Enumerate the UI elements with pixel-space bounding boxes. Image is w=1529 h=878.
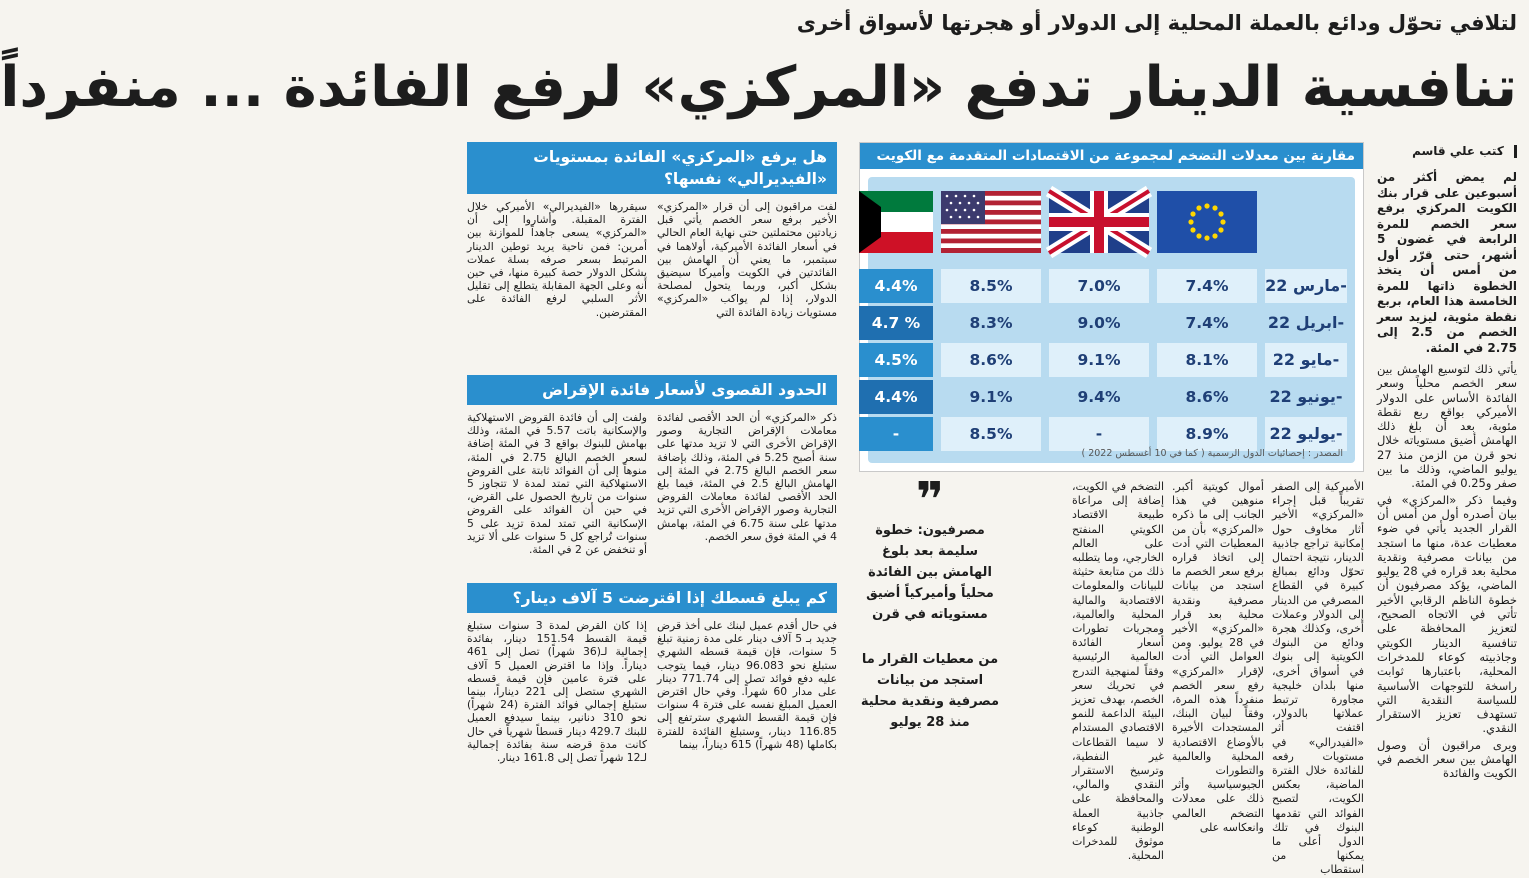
headline: تنافسية الدينار تدفع «المركزي» لرفع الفائدة ... منفرداً	[0, 55, 1517, 120]
byline-text: كتب علي قاسم	[1412, 144, 1504, 158]
chart-value: 4.4%	[859, 269, 933, 303]
chart-value: -	[859, 417, 933, 451]
chart-value: 9.1%	[1049, 343, 1149, 377]
chart-value: 7.0%	[1049, 269, 1149, 303]
chart-value: 7.4%	[1157, 306, 1257, 340]
chart-value: 8.1%	[1157, 343, 1257, 377]
chart-month-label: يونيو 22-	[1265, 380, 1347, 414]
us-flag-icon	[941, 191, 1041, 253]
chart-value: 8.5%	[941, 269, 1041, 303]
kicker: لتلافي تحوّل ودائع بالعملة المحلية إلى الدولار أو هجرتها لأسواق أخرى	[796, 11, 1517, 35]
sidebar-box-title: الحدود القصوى لأسعار فائدة الإقراض	[467, 375, 837, 405]
chart-month-label: مارس 22-	[1265, 269, 1347, 303]
chart-month-label: يوليو 22-	[1265, 417, 1347, 451]
chart-value: 4.7 %	[859, 306, 933, 340]
chart-row	[876, 269, 1347, 303]
sidebar-column: ولفت إلى أن فائدة القروض الاستهلاكية والإسكانية باتت 5.57 في المئة، وذلك بهامش للبنوك بواقع 3 في المئة إضافة لسعر الخصم البالغ 2.75 في المئة، منوهاً إلى أن الفوائد ثابتة على القروض الاستهلاكية التي تمتد لمدة لا تتجاوز 5 سنوات من تاريخ الحصول على القرض، في حين أن الفوائد على القروض الإسكانية التي تمتد لمدة تزيد على 5 سنوات تُراجع كل 5 سنوات على ألا تزيد أو تنخفض عن 2 في المئة.	[467, 411, 647, 557]
flag-row	[876, 191, 1347, 257]
sidebar-box-body	[467, 405, 837, 577]
chart-row	[876, 417, 1347, 451]
chart-body	[868, 177, 1355, 463]
pullquote	[859, 472, 1001, 765]
chart-value: 9.4%	[1049, 380, 1149, 414]
main-paragraph: ويرى مراقبون أن وصول الهامش بين سعر الخصم في الكويت والفائدة	[1377, 737, 1517, 781]
chart-month-label: مايو 22-	[1265, 343, 1347, 377]
chart-value: 7.4%	[1157, 269, 1257, 303]
lead-paragraph: لم يمض أكثر من أسبوعين على قرار بنك الكويت المركزي برفع سعر الخصم للمرة الرابعة في غضون 5 أشهر، حتى قرّر أول من أمس أن يتخذ الخطوة ذاتها للمرة الخامسة هذا العام، بربع نقطة مئوية، ليزيد سعر الخصم من 2.5 إلى 2.75 في المئة.	[1377, 170, 1518, 355]
chart-source: المصدر : إحصائيات الدول الرسمية ( كما في 10 أغسطس 2022 )	[1081, 448, 1343, 459]
chart-title: مقارنة بين معدلات التضخم لمجموعة من الاقتصادات المتقدمة مع الكويت	[860, 143, 1363, 169]
sidebar-column: في حال أقدم عميل لبنك على أخذ قرض جديد بـ 5 آلاف دينار على مدة زمنية تبلغ 5 سنوات، فإن قيمة قسطه الشهري ستبلغ نحو 96.083 دينار، فيما يتوجب عليه دفع فوائد تصل إلى 771.74 دينار على مدار 60 شهراً. وفي حال اقترض العميل المبلغ نفسه على فترة 4 سنوات فإن قيمة القسط الشهري سترتفع إلى 116.85 دينار، وستبلغ الفائدة للفترة بكاملها (48 شهراً) 615 ديناراً، بينما	[657, 619, 837, 751]
chart-value: -	[1049, 417, 1149, 451]
sidebar-column: سيقررها «الفيديرالي» الأميركي خلال الفترة المقبلة. وأشاروا إلى أن «المركزي» يسعى جاهداً للموازنة بين أمرين: فمن ناحية يريد توطين الدينار المرتبط بسعر صرفه بسلة عملات يشكل الدولار حصة كبيرة منها، في حين أنه وعلى الجهة المقابلة يتطلع إلى تقليل الأثر السلبي لرفع الفائدة على المقترضين.	[467, 200, 647, 319]
byline-bar	[1514, 145, 1517, 158]
chart-row	[871, 306, 1347, 340]
sidebar-box-title: كم يبلغ قسطك إذا اقترضت 5 آلاف دينار؟	[467, 583, 837, 613]
sidebar-column: ذكر «المركزي» أن الحد الأقصى لفائدة معاملات الإقراض التجارية وصور الإقراض الأخرى التي لا تزيد مدتها على سنة أصبح 5.25 في المئة، وذلك بإضافة سعر الخصم البالغ 2.75 في المئة إلى الهامش البالغ 2.5 في المئة، فيما بلغ الحد الأقصى لفائدة معاملات القروض التجارية وصور الإقراض الأخرى التي تزيد مدتها على سنة 6.75 في المئة، بهامش 4 في المئة فوق سعر الخصم.	[657, 411, 838, 543]
pullquote-1: مصرفيون: خطوة سليمة بعد بلوغ الهامش بين الفائدة محلياً وأميركياً أضيق مستوياته في قرن	[866, 523, 994, 622]
uk-flag-icon	[1049, 191, 1149, 253]
middle-columns	[859, 472, 1364, 877]
chart-value: 4.5%	[859, 343, 933, 377]
byline	[1387, 138, 1517, 164]
sidebar-box-body	[467, 613, 837, 788]
chart-value: 8.5%	[941, 417, 1041, 451]
chart-month-label: ابريل 22-	[1265, 306, 1347, 340]
chart-row	[876, 380, 1347, 414]
sidebar	[467, 142, 837, 767]
article-column: أموال كويتية أكبر. منوهين في هذا الجانب إلى ما ذكره «المركزي» بأن من المعطيات التي أدت إلى اتخاذ قراره برفع سعر الخصم ما استجد من بيانات مصرفية ونقدية محلية بعد قرار «المركزي» الأخير في 28 يوليو. ومن العوامل التي أدت لإقرار «المركزي» رفع سعر الخصم منفرداً هذه المرة، وفقاً لبيان البنك، المستجدات الأخيرة بالأوضاع الاقتصادية المحلية والعالمية والتطورات الجيوسياسية وأثر ذلك على معدلات التضخم العالمي وانعكاسه على	[1172, 480, 1264, 834]
inflation-chart	[859, 142, 1364, 472]
article-column: التضخم في الكويت، إضافة إلى مراعاة طبيعة الاقتصاد الكويتي المنفتح على العالم الخارجي، وما يتطلبه ذلك من متابعة حثيثة للبيانات والمعلومات الاقتصادية والمالية المحلية والعالمية، ومجريات تطورات أسعار الفائدة العالمية الرئيسية وفقاً لمنهجية التدرج في تحريك سعر الخصم، بهدف تعزيز البيئة الداعمة للنمو الاقتصادي المستدام لا سيما القطاعات غير النفطية، وترسيخ الاستقرار النقدي والمالي، والمحافظة على جاذبية العملة الوطنية كوعاء موثوق للمدخرات المحلية.	[1072, 480, 1164, 863]
chart-value: 4.4%	[859, 380, 933, 414]
chart-value: 8.6%	[1157, 380, 1257, 414]
sidebar-box-body	[467, 194, 837, 369]
chart-value: 9.1%	[941, 380, 1041, 414]
chart-value: 8.3%	[941, 306, 1041, 340]
sidebar-column: إذا كان القرض لمدة 3 سنوات ستبلغ قيمة القسط 151.54 دينار، بفائدة إجمالية لـ(36 شهراً) تصل إلى 461 ديناراً. وإذا ما اقترض العميل 5 آلاف على فترة عامين فإن قيمة قسطه الشهري ستصل إلى 221 ديناراً، بينما ستبلغ إجمالي فوائد الفترة (24 شهراً) نحو 310 دنانير، بينما سيدفع العميل للبنك 429.7 دينار قسطاً شهرياً في حال كانت مدة قرضه سنة بفائدة إجمالية لـ12 شهراً تصل إلى 161.8 دينار.	[467, 619, 647, 765]
pullquote-2: من معطيات القرار ما استجد من بيانات مصرفية ونقدية محلية منذ 28 يوليو	[860, 652, 1000, 730]
sidebar-box-title: هل يرفع «المركزي» الفائدة بمستويات «الفيديرالي» نفسها؟	[467, 142, 837, 194]
kuwait-flag-icon	[859, 191, 933, 253]
chart-value: 8.6%	[941, 343, 1041, 377]
quote-mark-icon: ❞	[915, 472, 945, 528]
sidebar-column: لفت مراقبون إلى أن قرار «المركزي» الأخير برفع سعر الخصم يأتي قبل زيادتين محتملتين حتى نهاية العام الحالي في أسعار الفائدة الأميركية، أولاهما في سبتمبر، ما يعني أن الهامش بين الفائدتين في الكويت وأميركا سيضيق بشكل أكبر، وربما يتحول لمصلحة الدولار، إذا لم يواكب «المركزي» مستويات زيادة الفائدة التي	[657, 200, 837, 319]
main-story-column	[1377, 170, 1518, 781]
chart-value: 9.0%	[1049, 306, 1149, 340]
main-paragraph: وفيما ذكر «المركزي» في بيان أصدره أول من أمس أن القرار الجديد يأتي في ضوء معطيات عدة، منها ما استجد من بيانات مصرفية ونقدية محلية بعد قراره في 28 يوليو الماضي، يؤكد مصرفيون أن خطوة الناظم الرقابي الأخير تأتي في الاتجاه الصحيح، لتعزيز المحافظة على تنافسية الدينار الكويتي وجاذبيته كوعاء للمدخرات المحلية، باعتبارها ثوابت راسخة للتوجهات الأساسية للسياسة النقدية التي تستهدف تعزيز الاستقرار النقدي.	[1377, 492, 1517, 736]
eu-flag-icon	[1157, 191, 1257, 253]
main-paragraph: يأتي ذلك لتوسيع الهامش بين سعر الخصم محلياً وسعر الفائدة الأساس على الدولار الأميركي بواقع ربع نقطة مئوية، بعد أن بلغ ذلك الهامش أضيق مستوياته خلال نحو قرن من الزمن منذ 27 يوليو الماضي، وذلك ما بين صفر و0.25 في المئة.	[1377, 362, 1517, 491]
article-column: الأميركية إلى الصفر تقريباً قبل إجراء «المركزي» الأخير أثار مخاوف حول إمكانية تراجع جاذبية الدينار، نتيجة احتمال تحوّل ودائع بمبالغ كبيرة في القطاع المصرفي من الدينار إلى الدولار وعملات أخرى، وكذلك هجرة ودائع من البنوك الكويتية إلى بنوك في أسواق أخرى، منها بلدان خليجية مجاورة ترتبط عملاتها بالدولار، اقتفت أثر «الفيدرالي» في مستويات رفعه للفائدة خلال الفترة الماضية، بعكس الكويت، لتصبح الفوائد التي تقدمها البنوك في تلك الدول أعلى ما يمكنها من استقطاب	[1272, 480, 1364, 877]
chart-row	[876, 343, 1347, 377]
chart-value: 8.9%	[1157, 417, 1257, 451]
